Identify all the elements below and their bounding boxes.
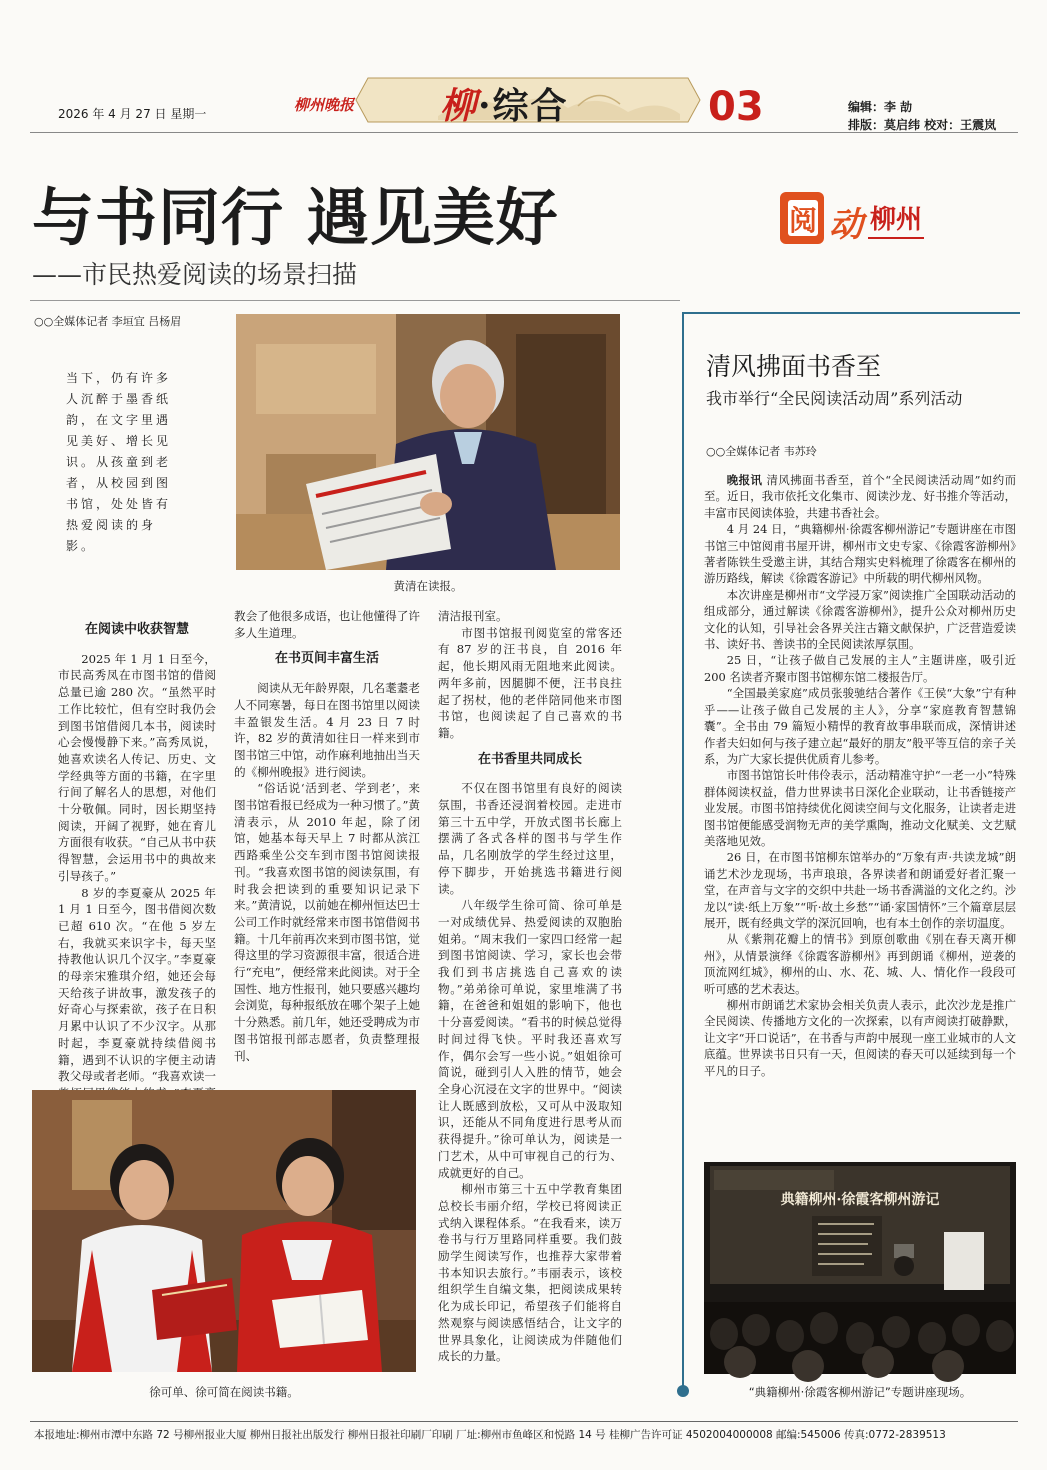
paragraph: 25 日，“让孩子做自己发展的主人”主题讲座，吸引近 200 名读者齐聚市图书馆柳东馆二楼报告厅。 bbox=[704, 653, 1016, 684]
section-heading-wisdom: 在阅读中收获智慧 bbox=[84, 622, 189, 637]
article-byline: ○○全媒体记者 李垣宜 吕杨眉 bbox=[34, 315, 182, 328]
paragraph: 26 日，在市图书馆柳东馆举办的“万象有声·共读龙城”朗诵艺术沙龙现场，书声琅琅，各界读者和朗诵爱好者汇聚一堂，在声音与文字的交织中共赴一场书香满溢的文化之约。沙龙以“读·纸上万象”“听·故土乡愁”“诵·家国情怀”三个篇章层层展开，既有经典文学的深沉回响，也有本土创作的亲切温度。 bbox=[704, 850, 1016, 930]
side-frame-vertical bbox=[682, 312, 684, 1392]
paper-logo: 柳州晚报 bbox=[293, 96, 354, 114]
paragraph: 不仅在图书馆里有良好的阅读氛围，书香还浸润着校园。走进市第三十五中学，开放式图书长廊上摆满了各式各样的图书与学生作品，几名刚放学的学生经过这里，停下脚步，开始挑选书籍进行阅读。 bbox=[438, 781, 622, 896]
paragraph: 柳州市第三十五中学教育集团总校长韦丽介绍，学校已将阅读正式纳入课程体系。“在我看来，读万卷书与行万里路同样重要。我们鼓励学生阅读写作，也推荐大家带着书本知识去旅行。”韦丽表示，该校组织学生自编文集，把阅读成果转化为成长印记，希望孩子们能将自然观察与阅读感悟结合，让文字的世界具象化，让阅读成为伴随他们成长的力量。 bbox=[438, 1182, 622, 1364]
photo-elderly-reading bbox=[236, 314, 620, 570]
imprint-footer: 本报地址:柳州市潭中东路 72 号柳州报业大厦 柳州日报社出版发行 柳州日报社印刷厂印刷 厂址:柳州市鱼峰区和悦路 14 号 桂柳广告许可证 4502004000008 邮编:545006 传真:0772-2839513 bbox=[34, 1429, 946, 1441]
photo-elderly-caption: 黄清在读报。 bbox=[393, 579, 463, 593]
photo-students-caption: 徐可单、徐可简在阅读书籍。 bbox=[149, 1385, 299, 1399]
section-heading-life: 在书页间丰富生活 bbox=[274, 651, 379, 667]
paragraph: 从《紫荆花瓣上的情书》到原创歌曲《别在春天离开柳州》，从情景演绎《徐霞客游柳州》再到朗诵《柳州，逆袭的顶流网红城》，柳州的山、水、花、城、人、情化作一段段可听可感的艺术表达。 bbox=[704, 932, 1016, 996]
side-article-subtitle: 我市举行“全民阅读活动周”系列活动 bbox=[706, 389, 963, 408]
section-title bbox=[440, 78, 569, 129]
side-article-byline: ○○全媒体记者 韦苏玲 bbox=[706, 445, 817, 458]
editor-credits bbox=[848, 98, 996, 134]
layout-proof-names: 排版：莫启纬 校对：王震岚 bbox=[848, 118, 997, 132]
headline-rule bbox=[30, 300, 680, 301]
issue-date: 2026 年 4 月 27 日 星期一 bbox=[58, 107, 207, 121]
paragraph-text: 清风拂面书香至，首个“全民阅读活动周”如约而至。近日，我市依托文化集市、阅读沙龙、好书推介等活动，丰富市民阅读体验，共建书香社会。 bbox=[704, 473, 1016, 520]
lecture-banner-text: 典籍柳州·徐霞客柳州游记 bbox=[780, 1192, 940, 1208]
paragraph: 市图书馆报刊阅览室的常客还有 87 岁的汪书良，自 2016 年起，他长期风雨无阻地来此阅读。两年多前，因腿脚不便，汪书良拄起了拐杖，他的老伴陪同他来市图书馆，也阅读起了自己喜欢的书籍。 bbox=[438, 625, 622, 740]
side-article-body bbox=[704, 472, 1016, 1154]
article-column-3 bbox=[438, 608, 622, 1398]
article-lead: 当下，仍有许多人沉醉于墨香纸韵，在文字里遇见美好、增长见识。从孩童到老者，从校园到图书馆，处处皆有热爱阅读的身影。 bbox=[66, 371, 172, 553]
paragraph: 柳州市朗诵艺术家协会相关负责人表示，此次沙龙是推广全民阅读、传播地方文化的一次探索，以有声阅读打破静默，让文字“开口说话”，在书香与声韵中展现一座工业城市的人文底蕴。世界读书日只有一天，但阅读的春天可以延续到每一个平凡的日子。 bbox=[704, 998, 1016, 1078]
article-column-1 bbox=[58, 612, 216, 1082]
side-article-title: 清风拂面书香至 bbox=[706, 352, 882, 381]
article-column-2 bbox=[234, 608, 420, 1082]
paragraph: 本次讲座是柳州市“文学浸万家”阅读推广全国联动活动的组成部分，通过解读《徐霞客游柳州》，提升公众对柳州历史文化的认知，引导社会各界关注古籍文献保护，广泛营造爱读书、读好书、善读书的全民阅读浓厚氛围。 bbox=[704, 587, 1016, 652]
side-frame-horizontal bbox=[682, 312, 1020, 314]
paragraph: 市图书馆馆长叶伟伶表示，活动精准守护“一老一小”特殊群体阅读权益，借力世界读书日深化企业联动，让书香链接产业发展。市图书馆持续优化阅读空间与文化服务，让读者走进图书馆便能感受润物无声的美学熏陶，推动文化赋美、文艺赋美落地见效。 bbox=[704, 768, 1016, 848]
photo-lecture-scene bbox=[704, 1162, 1016, 1374]
paragraph: 阅读从无年龄界限，几名耄耋老人不同寒暑，每日在图书馆里以阅读丰盈银发生活。4 月 23 日 7 时许，82 岁的黄清如往日一样来到市图书馆三中馆，动作麻利地抽出当天的《柳州晚报》进行阅读。 bbox=[234, 681, 420, 779]
paragraph: 2025 年 1 月 1 日至今，市民高秀凤在市图书馆的借阅总量已逾 280 次。“虽然平时工作比较忙，但有空时我仍会到图书馆借阅几本书，阅读时心会慢慢静下来。”高秀凤说，她喜欢读名人传记、历史、文学经典等方面的书籍，在字里行间了解名人的思想，对他们十分敬佩。同时，因长期坚持阅读，开阔了视野，她在育儿方面很有收获。“自己从书中获得智慧，会运用书中的典故来引导孩子。” bbox=[58, 651, 216, 883]
paragraph: 清洁报刊室。 bbox=[438, 609, 508, 623]
article-subtitle: ——市民热爱阅读的场景扫描 bbox=[32, 260, 358, 289]
logo-char-yue: 阅 bbox=[788, 204, 818, 237]
article-title: 与书同行 遇见美好 bbox=[32, 181, 559, 254]
page-number: 03 bbox=[708, 84, 764, 130]
photo-lecture-caption: “典籍柳州·徐霞客柳州游记”专题讲座现场。 bbox=[748, 1385, 972, 1399]
side-frame-dot bbox=[677, 1385, 689, 1397]
photo-students-reading bbox=[32, 1090, 416, 1372]
masthead-rule bbox=[30, 132, 1018, 133]
dateline: 晚报讯 bbox=[726, 473, 763, 487]
paragraph: 8 岁的李夏豪从 2025 年 1 月 1 日至今，图书借阅次数已超 610 次。“在他 5 岁左右，我就买来识字卡，每天坚持教他认识几个汉字。”李夏豪的母亲宋雅琪介绍，她还会每天给孩子讲故事，激发孩子的好奇心与探索欲，孩子在日积月累中认识了不少汉字。从那时起，李夏豪就持续借阅书籍，遇到不认识的字便主动请教父母或者老师。“我喜欢读一 bbox=[58, 885, 216, 1084]
section-heading-growth: 在书香里共同成长 bbox=[477, 751, 582, 767]
paragraph: 八年级学生徐可简、徐可单是一对成绩优异、热爱阅读的双胞胎姐弟。“周末我们一家四口经常一起到图书馆阅读、学习，家长也会带我们到书店挑选自己喜欢的读物。”弟弟徐可单说，家里堆满了书籍，在爸爸和姐姐的影响下，他也十分喜爱阅读。“看书的时候总觉得时间过得飞快。平时我还喜欢写作，偶尔会写一些小说。”姐姐徐可简说，碰到引人入胜的情节，她会全身心沉浸在文字的世界中。“阅读让人既感到放松，又可从中汲取知识，还能从不同角度进行思考从而获得提升。”徐可单认为，阅读是一门艺术，从中可审视自己的行为、成就更好的自己。 bbox=[438, 898, 622, 1180]
yuedong-liuzhou-logo bbox=[778, 188, 928, 252]
logo-char-dong: 动 bbox=[829, 205, 863, 245]
section-name: ·综合 bbox=[478, 85, 569, 127]
section-char: 柳 bbox=[440, 85, 479, 127]
paragraph: 4 月 24 日，“典籍柳州·徐霞客柳州游记”专题讲座在市图书馆三中馆阅甫书屋开讲，柳州市文史专家、《徐霞客游柳州》著者陈铁生受邀主讲，其结合翔实史料梳理了徐霞客在柳州的游历路线，解读《徐霞客游记》中所载的明代柳州风物。 bbox=[704, 522, 1016, 586]
paragraph bbox=[704, 472, 1016, 521]
paragraph: 教会了他很多成语，也让他懂得了许多人生道理。 bbox=[234, 609, 420, 640]
paragraph: “全国最美家庭”成员张骏驰结合著作《王侯“大象”宁有种乎——让孩子做自己发展的主人》，分享“家庭教育智慧锦囊”。全书由 79 篇短小精悍的教育故事串联而成，深情讲述作者夫妇如何与孩子建立起“最好的朋友”般平等互信的亲子关系，为广大家长提供优质育儿参考。 bbox=[704, 686, 1016, 766]
logo-text-liuzhou: 柳州 bbox=[869, 205, 923, 235]
editor-name: 编辑：李 劼 bbox=[848, 100, 913, 114]
footer-rule bbox=[30, 1421, 1018, 1422]
paragraph: “俗话说‘活到老、学到老’，来图书馆看报已经成为一种习惯了。”黄清表示，从 2010 年起，除了闭馆，她基本每天早上 7 时都从滨江西路乘坐公交车到市图书馆阅读报刊。“我喜欢图书馆的阅读氛围，有时我会把读到的重要知识记录下来。”黄清说，以前她在柳州恒达巴士公司工作时就经常来市图书馆借阅书籍。十几年前再次来到市图书馆，觉得这里的学习资源很丰富，很适合进行“充电”，便经常来此阅读。对于全国性、地方性报刊，她只要感兴趣均会浏览，每种报纸放在哪个架子上她十分熟悉。前几年，她还受聘成为市图书馆报刊部志愿者，负责整理报刊、 bbox=[234, 781, 420, 1063]
